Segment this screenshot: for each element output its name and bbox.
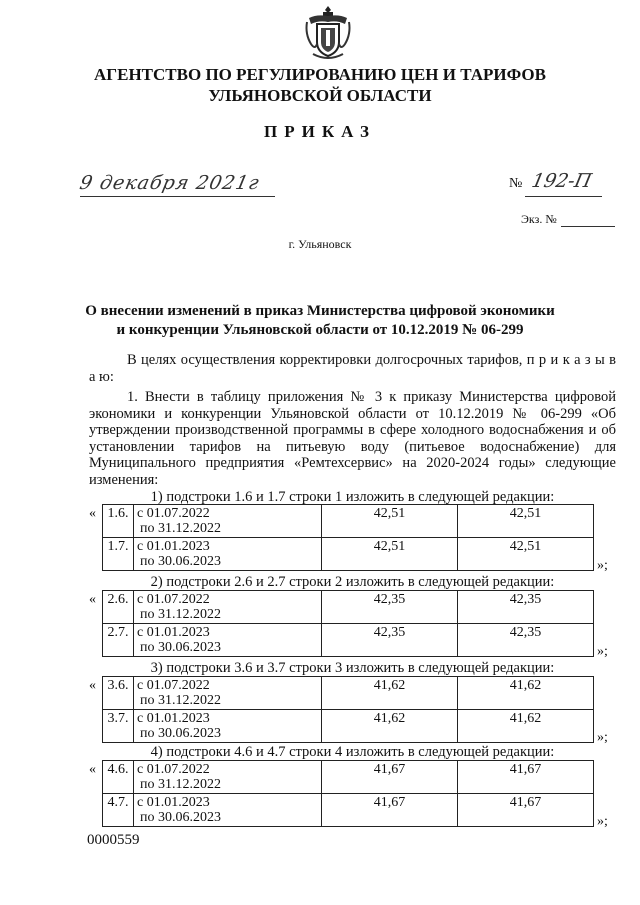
tariff-value: 41,62: [458, 677, 594, 710]
row-number: 1.6.: [103, 505, 134, 538]
order-date: 9 декабря 2021г: [77, 172, 262, 194]
order-number-label: №: [509, 176, 523, 191]
section-1-heading: 1) подстроки 1.6 и 1.7 строки 1 изложить в следующей редакции:: [150, 489, 555, 505]
section-4-table: [102, 760, 594, 827]
table-row: [103, 677, 594, 710]
table-row: [103, 624, 594, 657]
section-1-quote-close: »;: [597, 558, 608, 573]
section-3-quote-close: »;: [597, 730, 608, 745]
section-4-quote-open: «: [89, 762, 96, 777]
agency-name: [40, 64, 600, 106]
section-2-quote-open: «: [89, 592, 96, 607]
tariff-value: 42,51: [458, 538, 594, 571]
document-code: 0000559: [87, 832, 140, 848]
table-row: [103, 505, 594, 538]
tariff-value: 41,62: [322, 677, 458, 710]
tariff-value: 42,51: [458, 505, 594, 538]
tariff-value: 41,67: [322, 794, 458, 827]
tariff-value: 41,62: [322, 710, 458, 743]
tariff-value: 42,51: [322, 505, 458, 538]
period: с 01.01.2023 по 30.06.2023: [134, 624, 322, 657]
section-2-heading: 2) подстроки 2.6 и 2.7 строки 2 изложить в следующей редакции:: [150, 574, 555, 590]
row-number: 3.6.: [103, 677, 134, 710]
period: с 01.07.2022 по 31.12.2022: [134, 505, 322, 538]
intro-paragraph: В целях осуществления корректировки долгосрочных тарифов, п р и к а з ы в а ю:: [89, 352, 616, 385]
subject-line-2: и конкуренции Ульяновской области от 10.12.2019 № 06-299: [116, 322, 524, 338]
table-row: [103, 710, 594, 743]
row-number: 4.6.: [103, 761, 134, 794]
section-4-heading: 4) подстроки 4.6 и 4.7 строки 4 изложить в следующей редакции:: [150, 744, 555, 760]
period: с 01.01.2023 по 30.06.2023: [134, 710, 322, 743]
section-1-table: [102, 504, 594, 571]
tariff-value: 42,35: [458, 624, 594, 657]
order-number: 192-П: [529, 170, 594, 192]
tariff-value: 42,35: [322, 591, 458, 624]
coat-of-arms-icon: [303, 4, 353, 62]
agency-line-2: УЛЬЯНОВСКОЙ ОБЛАСТИ: [208, 86, 432, 105]
date-underline: [80, 196, 275, 197]
row-number: 4.7.: [103, 794, 134, 827]
row-number: 1.7.: [103, 538, 134, 571]
tariff-value: 41,67: [458, 794, 594, 827]
period: с 01.01.2023 по 30.06.2023: [134, 794, 322, 827]
section-3-quote-open: «: [89, 678, 96, 693]
section-2-table: [102, 590, 594, 657]
section-1-quote-open: «: [89, 506, 96, 521]
order-subject: [60, 302, 580, 340]
item-1-paragraph: 1. Внести в таблицу приложения № 3 к приказу Министерства цифровой экономики и конкуренции Ульяновской области от 10.12.2019 № 06-299 «Об утверждении производственной программы в сфере холодного водоснабжения и об установлении тарифов на питьевую воду (питьевое водоснабжение) для Муниципального предприятия «Ремтехсервис» на 2020-2024 годы» следующие изменения:: [89, 389, 616, 488]
tariff-value: 41,67: [458, 761, 594, 794]
tariff-value: 41,62: [458, 710, 594, 743]
order-title: ПРИКАЗ: [264, 122, 376, 141]
agency-line-1: АГЕНТСТВО ПО РЕГУЛИРОВАНИЮ ЦЕН И ТАРИФОВ: [94, 65, 546, 84]
tariff-value: 42,35: [458, 591, 594, 624]
section-2-quote-close: »;: [597, 644, 608, 659]
period: с 01.07.2022 по 31.12.2022: [134, 761, 322, 794]
table-row: [103, 794, 594, 827]
table-row: [103, 538, 594, 571]
table-row: [103, 761, 594, 794]
tariff-value: 42,51: [322, 538, 458, 571]
row-number: 3.7.: [103, 710, 134, 743]
period: с 01.07.2022 по 31.12.2022: [134, 677, 322, 710]
city: г. Ульяновск: [288, 237, 352, 251]
table-row: [103, 591, 594, 624]
row-number: 2.6.: [103, 591, 134, 624]
section-4-quote-close: »;: [597, 814, 608, 829]
subject-line-1: О внесении изменений в приказ Министерства цифровой экономики: [85, 303, 555, 319]
tariff-value: 41,67: [322, 761, 458, 794]
row-number: 2.7.: [103, 624, 134, 657]
section-3-table: [102, 676, 594, 743]
period: с 01.01.2023 по 30.06.2023: [134, 538, 322, 571]
tariff-value: 42,35: [322, 624, 458, 657]
period: с 01.07.2022 по 31.12.2022: [134, 591, 322, 624]
copy-number-underline: [561, 226, 615, 227]
number-underline: [525, 196, 602, 197]
copy-number-label: Экз. №: [521, 212, 557, 226]
section-3-heading: 3) подстроки 3.6 и 3.7 строки 3 изложить в следующей редакции:: [150, 660, 555, 676]
